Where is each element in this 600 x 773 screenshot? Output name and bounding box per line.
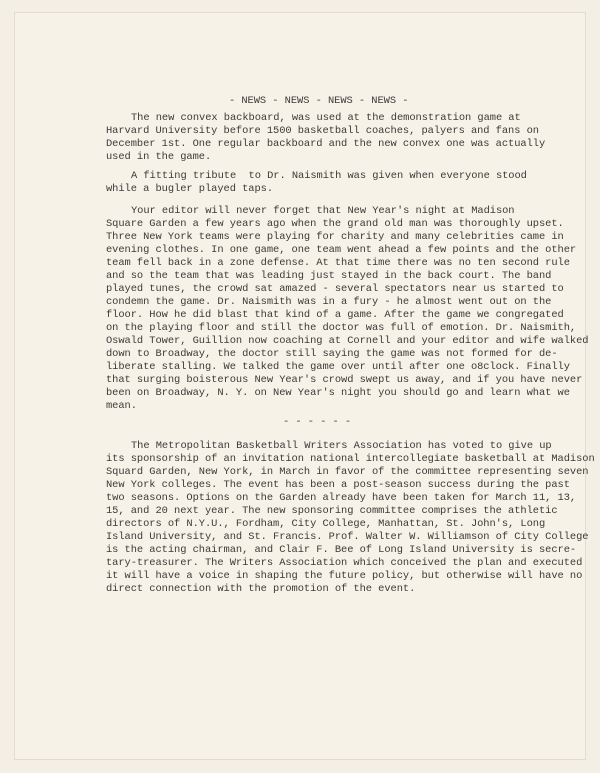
paragraph-3-line-2: Square Garden a few years ago when the grand old man was thoroughly upset. (106, 218, 564, 230)
paragraph-4-line-1: The Metropolitan Basketball Writers Association has voted to give up (131, 440, 552, 452)
news-header: - NEWS - NEWS - NEWS - NEWS - (229, 95, 409, 107)
paragraph-4-line-4: New York colleges. The event has been a post-season success during the past (106, 479, 570, 491)
paragraph-2-line-2: while a bugler played taps. (106, 183, 274, 195)
paragraph-4-line-10: tary-treasurer. The Writers Association which conceived the plan and executed (106, 557, 583, 569)
paragraph-3-line-11: Oswald Tower, Guillion now coaching at Cornell and your editor and wife walked (106, 335, 589, 347)
paragraph-1-line-4: used in the game. (106, 151, 212, 163)
paragraph-3-line-15: been on Broadway, N. Y. on New Year's night you should go and learn what we (106, 387, 570, 399)
paragraph-1-line-3: December 1st. One regular backboard and the new convex one was actually (106, 138, 546, 150)
paragraph-2-line-1: A fitting tribute to Dr. Naismith was given when everyone stood (131, 170, 527, 182)
paragraph-3-line-7: played tunes, the crowd sat amazed - several spectators near us started to (106, 283, 564, 295)
paragraph-1-line-1: The new convex backboard, was used at the demonstration game at (131, 112, 521, 124)
paragraph-4-line-5: two seasons. Options on the Garden already have been taken for March 11, 13, (106, 492, 577, 504)
paragraph-3-line-4: evening clothes. In one game, one team went ahead a few points and the other (106, 244, 577, 256)
paragraph-4-line-9: is the acting chairman, and Clair F. Bee of Long Island University is secre- (106, 544, 577, 556)
paragraph-3-line-9: floor. How he did blast that kind of a game. After the game we congregated (106, 309, 564, 321)
paragraph-3-line-5: team fell back in a zone defense. At that time there was no ten second rule (106, 257, 570, 269)
paragraph-3-line-13: liberate stalling. We talked the game over until after one o8clock. Finally (106, 361, 570, 373)
paragraph-3-line-6: and so the team that was leading just stayed in the back court. The band (106, 270, 552, 282)
paragraph-4-line-11: it will have a voice in shaping the future policy, but otherwise will have no (106, 570, 583, 582)
paragraph-3-line-14: that surging boisterous New Year's crowd swept us away, and if you have never (106, 374, 583, 386)
paragraph-3-line-3: Three New York teams were playing for charity and many celebrities came in (106, 231, 564, 243)
paragraph-4-line-8: Island University, and St. Francis. Prof. Walter W. Williamson of City College (106, 531, 589, 543)
section-separator: - - - - - - (283, 416, 352, 428)
paragraph-4-line-3: Squard Garden, New York, in March in favor of the committee representing seven (106, 466, 589, 478)
paragraph-3-line-12: down to Broadway, the doctor still saying the game was not formed for de- (106, 348, 558, 360)
paragraph-4-line-6: 15, and 20 next year. The new sponsoring committee comprises the athletic (106, 505, 558, 517)
paragraph-3-line-10: on the playing floor and still the doctor was full of emotion. Dr. Naismith, (106, 322, 577, 334)
paragraph-1-line-2: Harvard University before 1500 basketball coaches, palyers and fans on (106, 125, 539, 137)
paragraph-3-line-16: mean. (106, 400, 137, 412)
paragraph-4-line-12: direct connection with the promotion of the event. (106, 583, 416, 595)
paragraph-3-line-8: condemn the game. Dr. Naismith was in a fury - he almost went out on the (106, 296, 552, 308)
paragraph-3-line-1: Your editor will never forget that New Year's night at Madison (131, 205, 515, 217)
paragraph-4-line-2: its sponsorship of an invitation national intercollegiate basketball at Madison (106, 453, 595, 465)
paragraph-4-line-7: directors of N.Y.U., Fordham, City College, Manhattan, St. John's, Long (106, 518, 546, 530)
